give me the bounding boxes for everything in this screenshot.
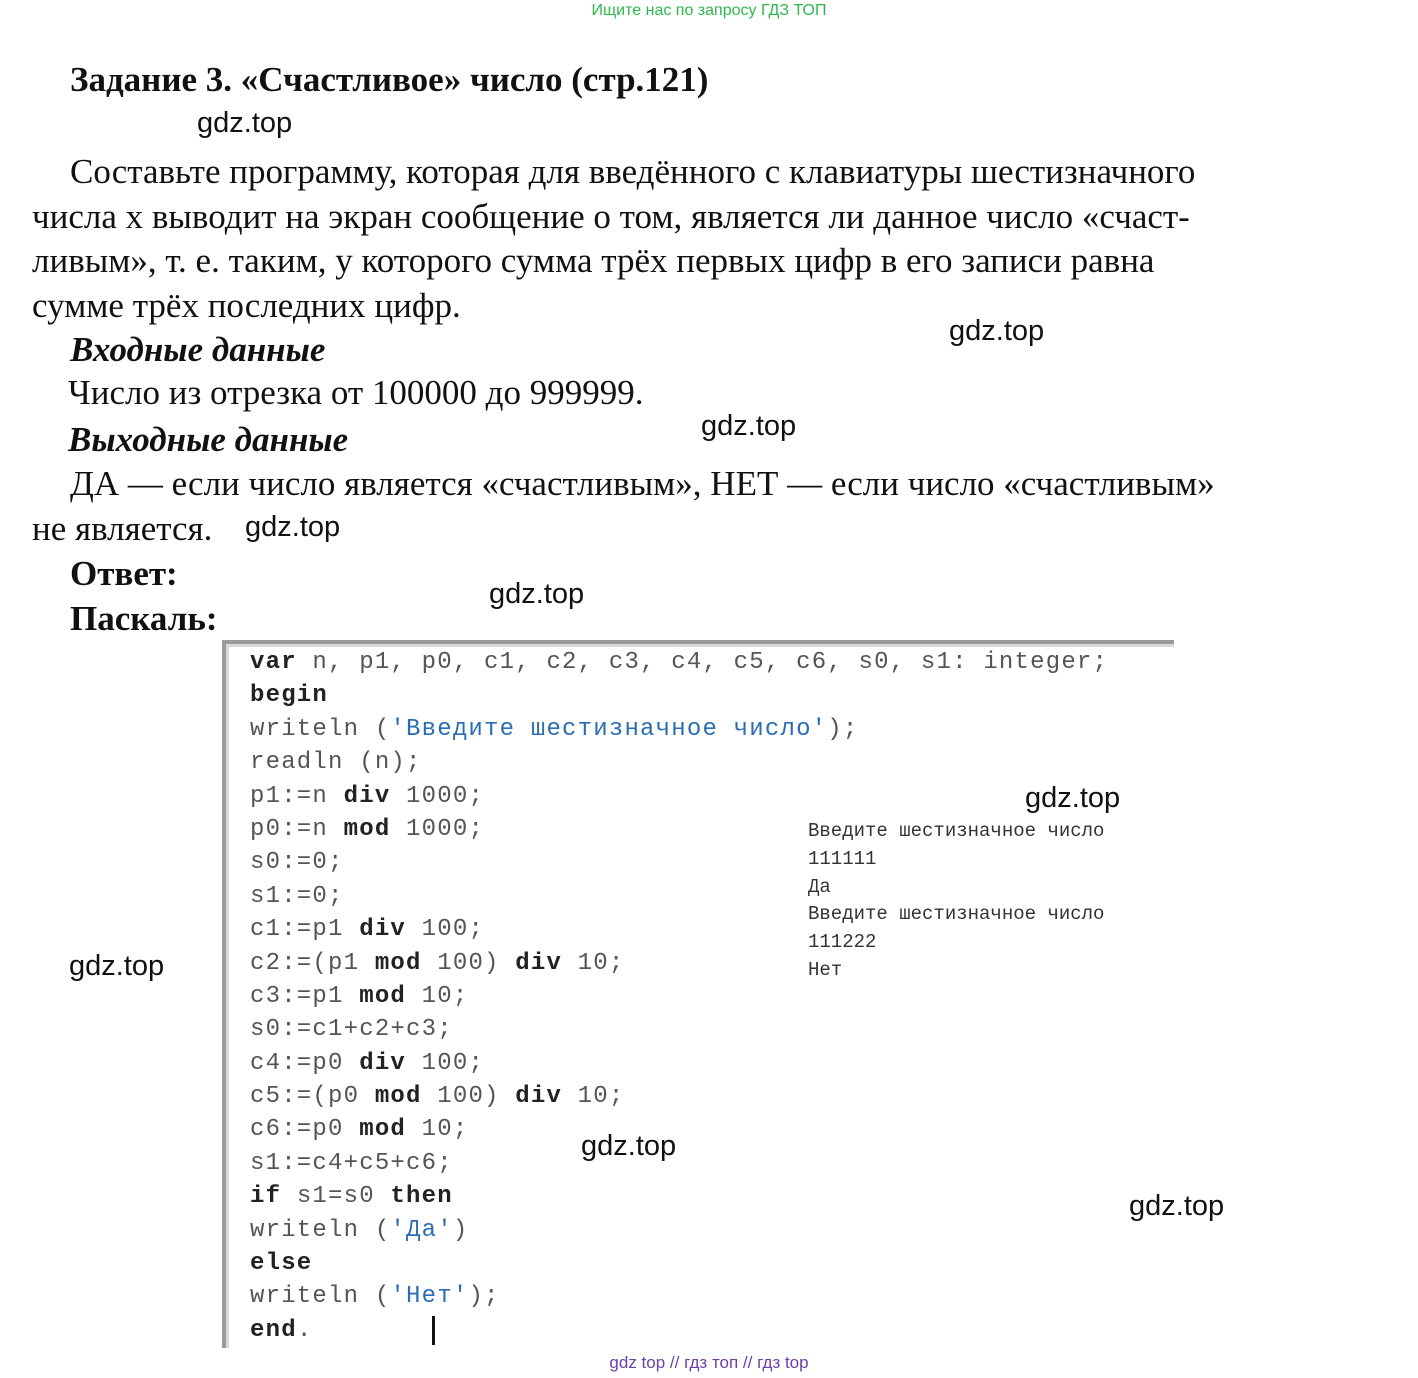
statement-line: числа x выводит на экран сообщение о том, является ли данное число «счаст- xyxy=(32,196,1190,236)
code-line: if s1=s0 then xyxy=(250,1183,453,1211)
code-line: s1:=0; xyxy=(250,882,344,910)
watermark: gdz.top xyxy=(69,950,165,982)
statement-line: Составьте программу, которая для введённого с клавиатуры шестизначного xyxy=(70,152,1196,191)
watermark: gdz.top xyxy=(581,1130,677,1162)
code-line: s0:=c1+c2+c3; xyxy=(250,1016,453,1044)
code-line: begin xyxy=(250,682,329,710)
code-line: writeln ('Введите шестизначное число'); xyxy=(250,715,859,743)
problem-statement xyxy=(32,150,1324,328)
code-line: c2:=(p1 mod 100) div 10; xyxy=(250,949,625,977)
console-line: 111222 xyxy=(808,931,877,954)
output-data-heading: Выходные данные xyxy=(68,420,349,459)
output-data-line: ДА — если число является «счастливым», НЕТ — если число «счастливым» xyxy=(70,464,1215,503)
language-label: Паскаль: xyxy=(70,599,218,638)
code-line: var n, p1, p0, c1, c2, c3, c4, c5, c6, s0, s1: integer; xyxy=(250,649,1109,676)
code-line: p0:=n mod 1000; xyxy=(250,815,485,843)
code-line: writeln ('Нет'); xyxy=(250,1283,500,1311)
code-line: writeln ('Да') xyxy=(250,1216,469,1244)
code-line: end. xyxy=(250,1316,313,1344)
watermark: gdz.top xyxy=(701,410,797,442)
statement-line: ливым», т. е. таким, у которого сумма трёх первых цифр в его записи равна xyxy=(32,241,1155,280)
statement-line: сумме трёх последних цифр. xyxy=(32,285,461,325)
console-output xyxy=(808,818,1104,985)
console-line: Введите шестизначное число xyxy=(808,903,1105,926)
watermark: gdz.top xyxy=(1129,1190,1225,1222)
task-title: Задание 3. «Счастливое» число (стр.121) xyxy=(70,60,709,99)
watermark: gdz.top xyxy=(197,107,293,139)
pascal-code xyxy=(250,646,1108,1347)
code-line: c4:=p0 div 100; xyxy=(250,1049,485,1077)
code-line: c6:=p0 mod 10; xyxy=(250,1116,469,1144)
code-line: c1:=p1 div 100; xyxy=(250,916,485,944)
console-line: 111111 xyxy=(808,847,877,870)
console-line: Да xyxy=(808,875,831,898)
output-data-text xyxy=(32,462,1324,551)
console-line: Нет xyxy=(808,958,843,981)
top-search-banner: Ищите нас по запросу ГДЗ ТОП xyxy=(591,2,827,19)
footer-links: gdz top // гдз топ // гдз top xyxy=(609,1353,809,1372)
code-line: readln (n); xyxy=(250,749,422,777)
console-line: Введите шестизначное число xyxy=(808,820,1105,842)
code-line: else xyxy=(250,1250,313,1278)
answer-label: Ответ: xyxy=(70,554,178,593)
text-cursor xyxy=(432,1316,435,1345)
code-line: c3:=p1 mod 10; xyxy=(250,982,469,1010)
code-line: s0:=0; xyxy=(250,849,344,877)
output-data-line: не является. xyxy=(32,508,213,548)
watermark: gdz.top xyxy=(245,511,341,543)
watermark: gdz.top xyxy=(949,315,1045,347)
code-line: s1:=c4+c5+c6; xyxy=(250,1149,453,1177)
watermark: gdz.top xyxy=(489,578,585,610)
input-data-text: Число из отрезка от 100000 до 999999. xyxy=(68,373,644,412)
code-line: p1:=n div 1000; xyxy=(250,782,485,810)
watermark: gdz.top xyxy=(1025,782,1121,814)
code-line: c5:=(p0 mod 100) div 10; xyxy=(250,1083,625,1111)
input-data-heading: Входные данные xyxy=(70,330,326,369)
